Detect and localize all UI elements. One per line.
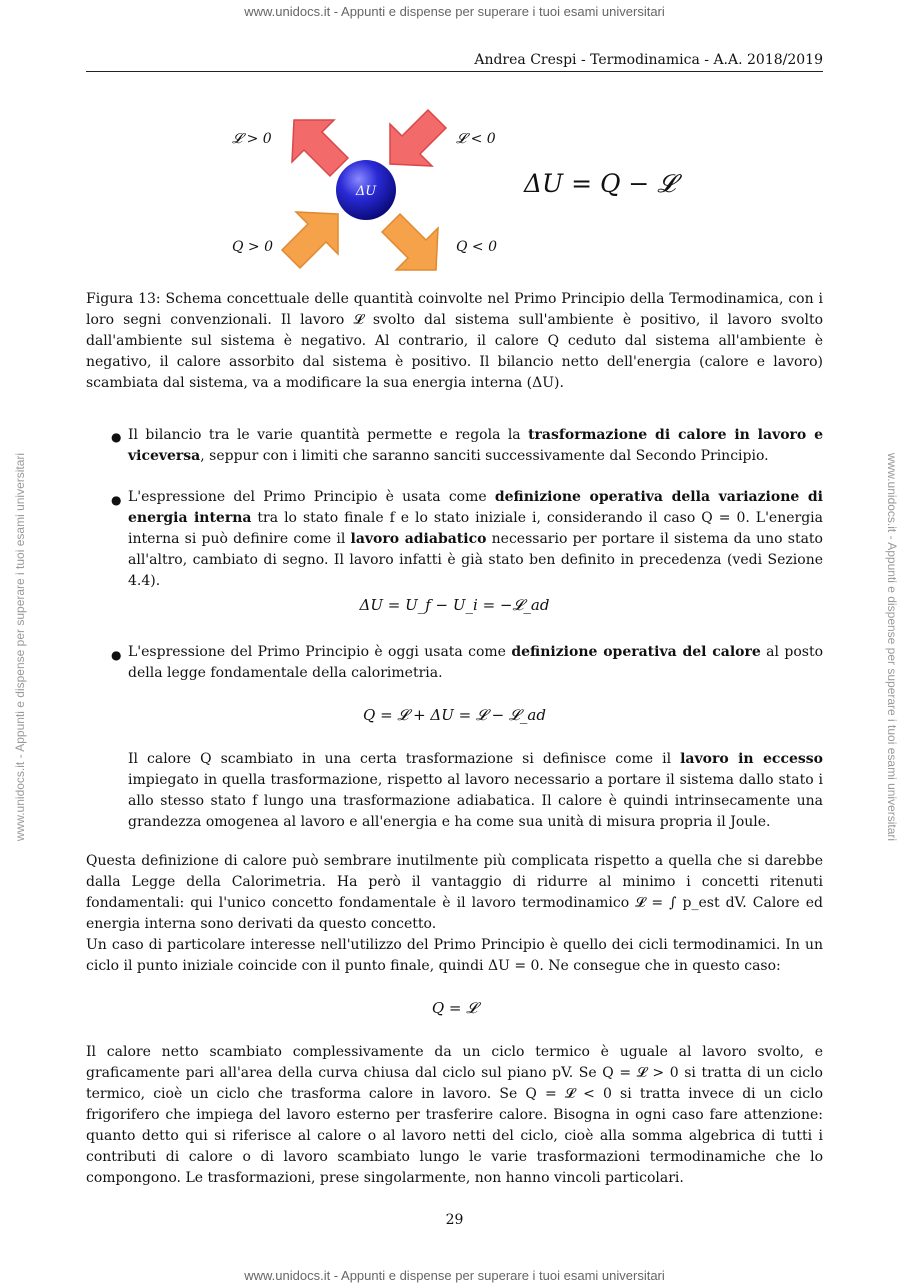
watermark-bottom: www.unidocs.it - Appunti e dispense per superare i tuoi esami universitari — [244, 1268, 665, 1283]
bullet2-text: L'espressione del Primo Principio è usata come — [128, 489, 495, 505]
paragraph-1: Questa definizione di calore può sembrare inutilmente più complicata rispetto a quella che si darebbe dalla Legge della Calorimetria. Ha però il vantaggio di ridurre al minimo i concetti ritenuti fondamentali: qui l'unico concetto fondamentale è il lavoro termodinamico 𝓛 = ∫ p_est dV. Calore ed energia interna sono derivati da questo concetto. — [86, 853, 823, 932]
bullet-item-2 — [128, 487, 823, 592]
bullet-item-1 — [128, 425, 823, 467]
bullet3-bold: definizione operativa del calore — [511, 644, 761, 660]
label-work-negative: 𝓛 < 0 — [456, 131, 496, 147]
bullet-marker: ● — [111, 648, 122, 662]
heat-out-arrow-icon — [382, 214, 438, 270]
label-work-positive: 𝓛 > 0 — [232, 131, 272, 147]
header-rule — [86, 71, 823, 72]
figure-diagram — [220, 100, 700, 290]
first-law-figure — [220, 100, 700, 290]
bullet3-text: L'espressione del Primo Principio è oggi usata come — [128, 644, 512, 660]
bullet2-bold: definizione operativa della variazione di energia interna — [128, 489, 823, 526]
figure-caption: Figura 13: Schema concettuale delle quantità coinvolte nel Primo Principio della Termodinamica, con i loro segni convenzionali. Il lavoro 𝓛 svolto dal sistema sull'ambiente è positivo, il lavoro svolto dall'ambiente sul sistema è negativo. Al contrario, il calore Q ceduto dal sistema all'ambiente è negativo, il calore assorbito dal sistema è positivo. Il bilancio netto dell'energia (calore e lavoro) scambiata dal sistema, va a modificare la sua energia interna (ΔU). — [86, 291, 823, 391]
equation-internal-energy: ΔU = U_f − U_i = −𝓛_ad — [359, 596, 550, 614]
bullet-marker: ● — [111, 493, 122, 507]
work-out-arrow-icon — [292, 120, 348, 176]
page-header: Andrea Crespi - Termodinamica - A.A. 2018/2019 — [474, 52, 823, 68]
bullet3-para-text-end: impiegato in quella trasformazione, rispetto al lavoro necessario a portare il sistema dallo stato i allo stesso stato f lungo una trasformazione adiabatica. Il calore è quindi intrinsecamente una grandezza omogenea al lavoro e all'energia e ha come sua unità di misura propria il Joule. — [128, 772, 823, 830]
paragraph-3: Il calore netto scambiato complessivamente da un ciclo termico è uguale al lavoro svolto, e graficamente pari all'area della curva chiusa dal ciclo sul piano pV. Se Q = 𝓛 > 0 si tratta di un ciclo termico, cioè un ciclo che trasforma calore in lavoro. Se Q = 𝓛 < 0 si tratta invece di un ciclo frigorifero che impiega del lavoro esterno per trasferire calore. Bisogna in ogni caso fare attenzione: quanto detto qui si riferisce al calore o al lavoro netti del ciclo, cioè alla somma algebrica di tutti i contributi di calore o di lavoro scambiato lungo le varie trasformazioni termodinamiche che lo compongono. Le trasformazioni, prese singolarmente, non hanno vincoli particolari. — [86, 1044, 823, 1186]
bullet1-bold: trasformazione di calore in lavoro e viceversa — [128, 427, 823, 464]
watermark-top: www.unidocs.it - Appunti e dispense per superare i tuoi esami universitari — [244, 4, 665, 19]
paragraph-2: Un caso di particolare interesse nell'utilizzo del Primo Principio è quello dei cicli termodinamici. In un ciclo il punto iniziale coincide con il punto finale, quindi ΔU = 0. Ne consegue che in questo caso: — [86, 937, 823, 974]
bullet1-text: Il bilancio tra le varie quantità permette e regola la — [128, 427, 529, 443]
watermark-right: www.unidocs.it - Appunti e dispense per superare i tuoi esami universitari — [885, 452, 899, 842]
bullet3-para-bold: lavoro in eccesso — [680, 751, 823, 767]
figure-equation: ΔU = Q − 𝓛 — [524, 169, 676, 198]
bullet2-text-mid: tra lo stato finale f e lo stato iniziale i, considerando il caso Q = 0. L'energia interna si può definire come il — [128, 510, 823, 547]
page-number: 29 — [445, 1212, 464, 1228]
sphere-label: ΔU — [355, 184, 377, 199]
bullet3-paragraph — [128, 749, 823, 833]
equation-cycle: Q = 𝓛 — [431, 999, 478, 1017]
work-in-arrow-icon — [390, 110, 446, 166]
bullet-marker: ● — [111, 430, 122, 444]
heat-in-arrow-icon — [282, 212, 338, 268]
bullet1-text-end: , seppur con i limiti che saranno sanciti successivamente dal Secondo Principio. — [200, 448, 769, 464]
bullet3-text-end: al posto della legge fondamentale della calorimetria. — [128, 644, 823, 681]
label-heat-positive: Q > 0 — [232, 239, 274, 255]
bullet3-para-text: Il calore Q scambiato in una certa trasformazione si definisce come il — [128, 751, 681, 767]
watermark-left: www.unidocs.it - Appunti e dispense per superare i tuoi esami universitari — [13, 452, 27, 842]
label-heat-negative: Q < 0 — [456, 239, 498, 255]
equation-heat: Q = 𝓛 + ΔU = 𝓛 − 𝓛_ad — [363, 706, 546, 724]
bullet2-bold-2: lavoro adiabatico — [350, 531, 487, 547]
bullet-item-3 — [128, 642, 823, 684]
bullet2-text-end: necessario per portare il sistema da uno stato all'altro, cambiato di segno. Il lavoro infatti è già stato ben definito in precedenza (vedi Sezione 4.4). — [128, 531, 823, 589]
